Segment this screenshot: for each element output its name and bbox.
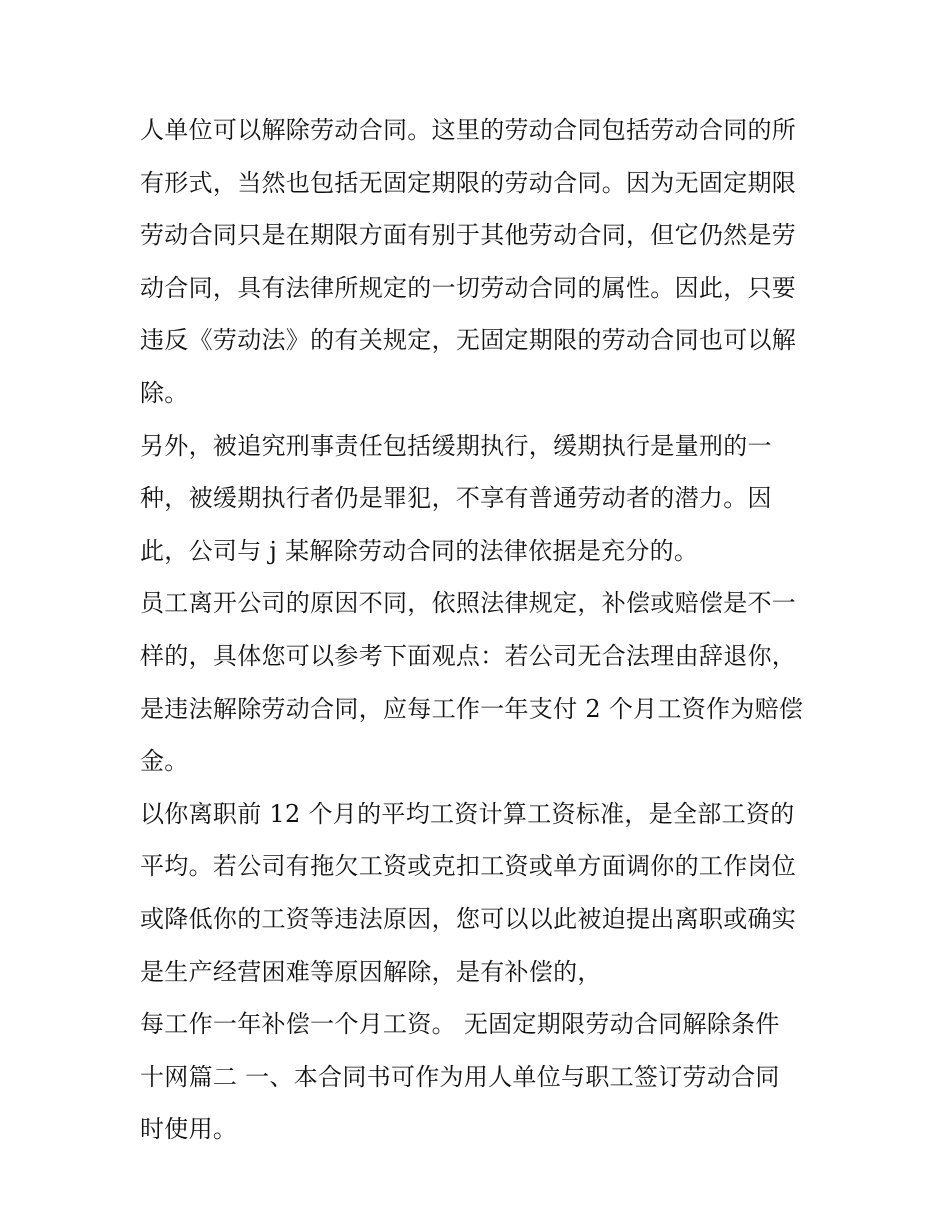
paragraph-compensation bbox=[140, 577, 820, 787]
paragraph-salary-standard bbox=[140, 788, 820, 998]
text-line: 时使用。 bbox=[140, 1115, 238, 1144]
text-line: 有形式，当然也包括无固定期限的劳动合同。因为无固定期限 bbox=[140, 168, 797, 197]
text-line: 金。 bbox=[140, 747, 189, 776]
text-line: 人单位可以解除劳动合同。这里的劳动合同包括劳动合同的所 bbox=[140, 116, 797, 144]
document-body bbox=[140, 104, 820, 1156]
text-line: 动合同，具有法律所规定的一切劳动合同的属性。因此，只要 bbox=[140, 273, 797, 302]
text-line: 样的，具体您可以参考下面观点：若公司无合法理由辞退你， bbox=[140, 641, 797, 670]
text-line: 或降低你的工资等违法原因，您可以以此被迫提出离职或确实 bbox=[140, 904, 797, 933]
text-line: 十网篇二 一、本合同书可作为用人单位与职工签订劳动合同 bbox=[140, 1062, 780, 1091]
text-line: 违反《劳动法》的有关规定，无固定期限的劳动合同也可以解 bbox=[140, 326, 797, 355]
text-line: 是违法解除劳动合同，应每工作一年支付 2 个月工资作为赔偿 bbox=[140, 694, 804, 723]
text-line: 种，被缓期执行者仍是罪犯，不享有普通劳动者的潜力。因 bbox=[140, 484, 772, 513]
text-line: 另外，被追究刑事责任包括缓期执行，缓期执行是量刑的一 bbox=[140, 431, 772, 460]
text-line: 以你离职前 12 个月的平均工资计算工资标准，是全部工资的 bbox=[140, 799, 795, 828]
text-line: 每工作一年补偿一个月工资。 无固定期限劳动合同解除条件 bbox=[140, 1010, 780, 1039]
text-line: 劳动合同只是在期限方面有别于其他劳动合同，但它仍然是劳 bbox=[140, 221, 797, 250]
paragraph-criminal-liability bbox=[140, 420, 820, 578]
text-line: 除。 bbox=[140, 378, 189, 407]
text-line: 员工离开公司的原因不同，依照法律规定，补偿或赔偿是不一 bbox=[140, 589, 797, 618]
text-line: 此，公司与 j 某解除劳动合同的法律依据是充分的。 bbox=[140, 536, 699, 565]
text-line: 平均。若公司有拖欠工资或克扣工资或单方面调你的工作岗位 bbox=[140, 852, 797, 881]
paragraph-contract-termination bbox=[140, 104, 820, 420]
paragraph-annual-compensation bbox=[140, 998, 820, 1156]
text-line: 是生产经营困难等原因解除，是有补偿的， bbox=[140, 957, 602, 986]
